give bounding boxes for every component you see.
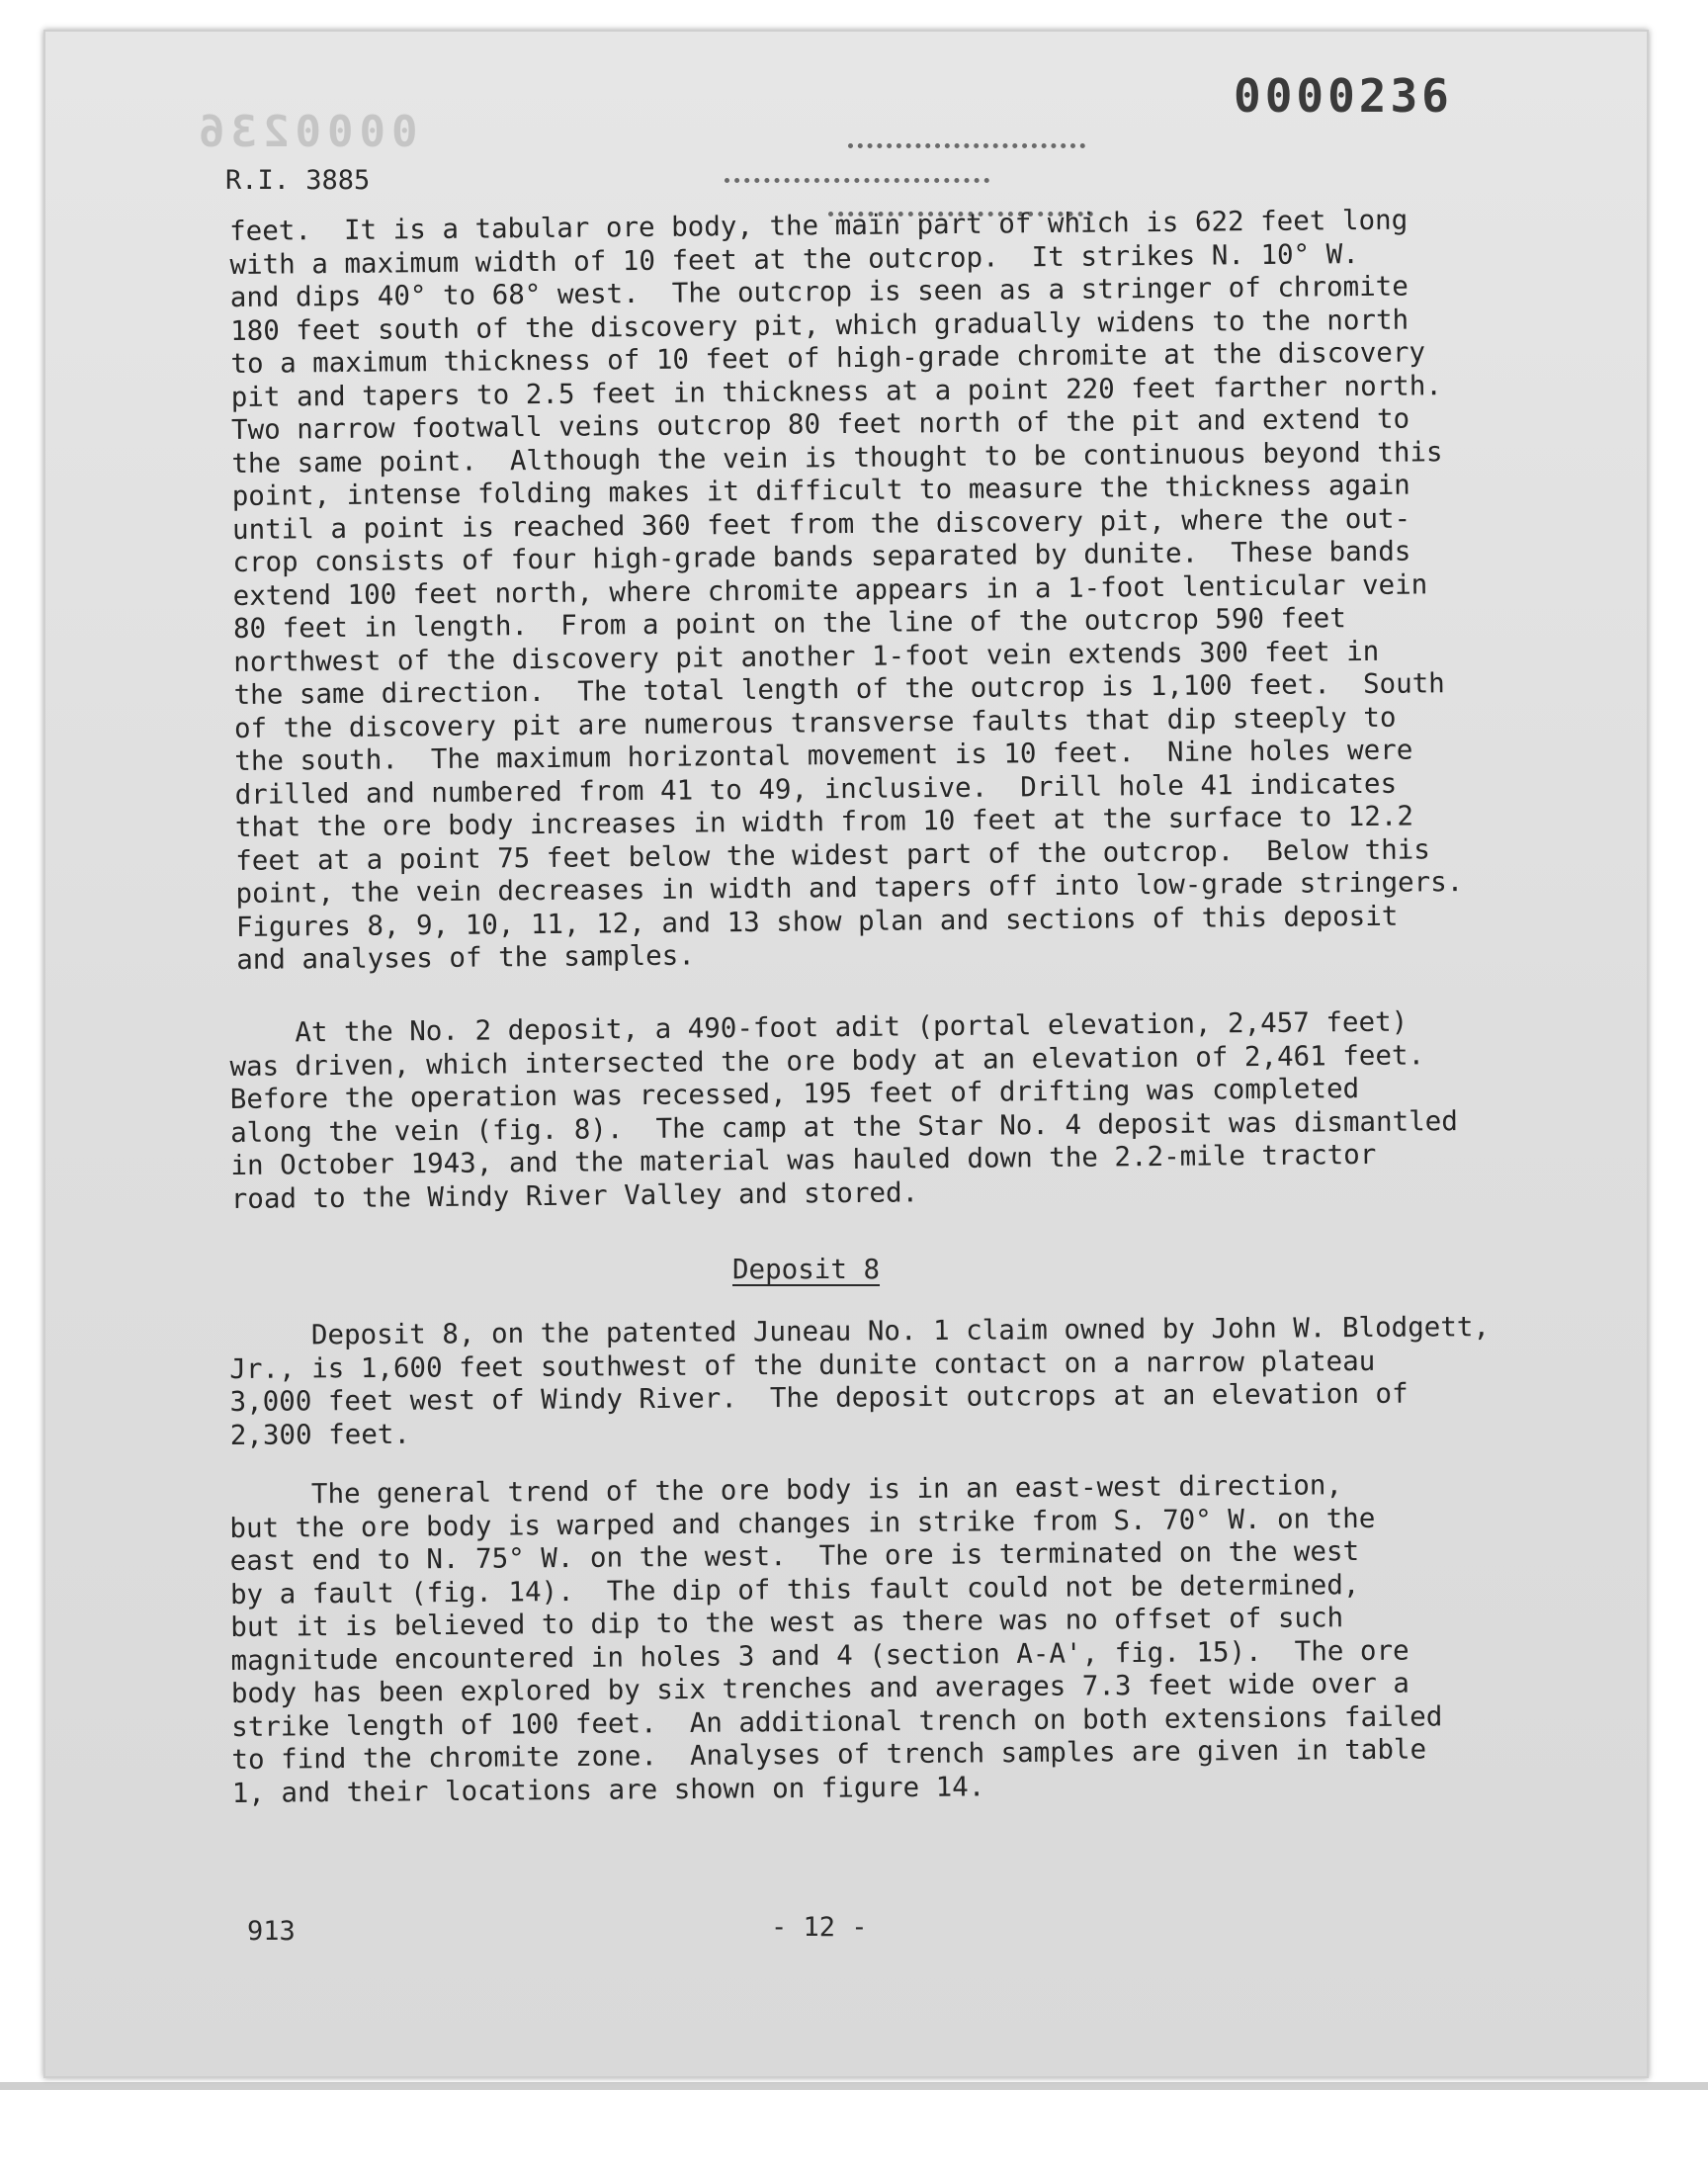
body-paragraph: The general trend of the ore body is in an east-west direction, but the ore body is warped and changes in strike from S. 70° W. on the east end to N. 75° W. on the west. The ore is terminated on the west by a fault (fig. 14). The dip of this fault could not be determined, but it is believed to dip to the west as there was no offset of such magnitude encountered in holes 3 and 4 (section A-A', fig. 15). The ore body has been explored by six trenches and averages 7.3 feet wide over a strike length of 100 feet. An additional trench on both extensions failed to find the chromite zone. Analyses of trench samples are given in table 1, and their locations are shown on figure 14. xyxy=(229,1469,1443,1809)
section-heading: Deposit 8 xyxy=(732,1254,881,1285)
dotted-rule xyxy=(848,143,1085,148)
bleed-through-stamp: 0000236 xyxy=(193,107,418,157)
document-stamp-number: 0000236 xyxy=(1234,69,1453,123)
body-paragraph: Deposit 8, on the patented Juneau No. 1 claim owned by John W. Blodgett, Jr., is 1,600 feet southwest of the dunite contact on a narrow plateau 3,000 feet west of Windy River. The deposit outcrops at an elevation of 2,300 feet. xyxy=(229,1311,1491,1451)
dotted-rule xyxy=(725,178,989,183)
footer-code: 913 xyxy=(247,1916,296,1947)
scan-bottom-edge xyxy=(0,2082,1708,2090)
body-paragraph: At the No. 2 deposit, a 490-foot adit (portal elevation, 2,457 feet) was driven, which intersected the ore body at an elevation of 2,461 feet. Before the operation was recessed, 195 feet of drifting was completed along the vein (fig. 8). The camp at the Star No. 4 deposit was dismantled in October 1943, and the material was hauled down the 2.2-mile tractor road to the Windy River Valley and stored. xyxy=(229,1005,1458,1215)
report-id: R.I. 3885 xyxy=(225,165,371,196)
body-paragraph: feet. It is a tabular ore body, the main part of which is 622 feet long with a maximum width of 10 feet at the outcrop. It strikes N. 10° W. and dips 40° to 68° west. The outcrop is seen as a stringer of chromite 180 feet south of the discovery pit, which gradually widens to the north to a maximum thickness of 10 feet of high-grade chromite at the discovery pit and tapers to 2.5 feet in thickness at a point 220 feet farther north. Two narrow footwall veins outcrop 80 feet north of the pit and extend to the same point. Although the vein is thought to be continuous beyond this point, intense folding makes it difficult to measure the thickness again until a point is reached 360 feet from the discovery pit, where the out- crop consists of four high-grade bands separated by dunite. These bands extend 100 feet north, where chromite appears in a 1-foot lenticular vein 80 feet in length. From a point on the line of the outcrop 590 feet northwest of the discovery pit another 1-foot vein extends 300 feet in the same direction. The total length of the outcrop is 1,100 feet. South of the discovery pit are numerous transverse faults that dip steeply to the south. The maximum horizontal movement is 10 feet. Nine holes were drilled and numbered from 41 to 49, inclusive. Drill hole 41 indicates that the ore body increases in width from 10 feet at the surface to 12.2 feet at a point 75 feet below the widest part of the outcrop. Below this point, the vein decreases in width and tapers off into low-grade stringers. Figures 8, 9, 10, 11, 12, and 13 show plan and sections of this deposit and analyses of the samples. xyxy=(229,204,1464,976)
page-number: - 12 - xyxy=(771,1912,868,1943)
